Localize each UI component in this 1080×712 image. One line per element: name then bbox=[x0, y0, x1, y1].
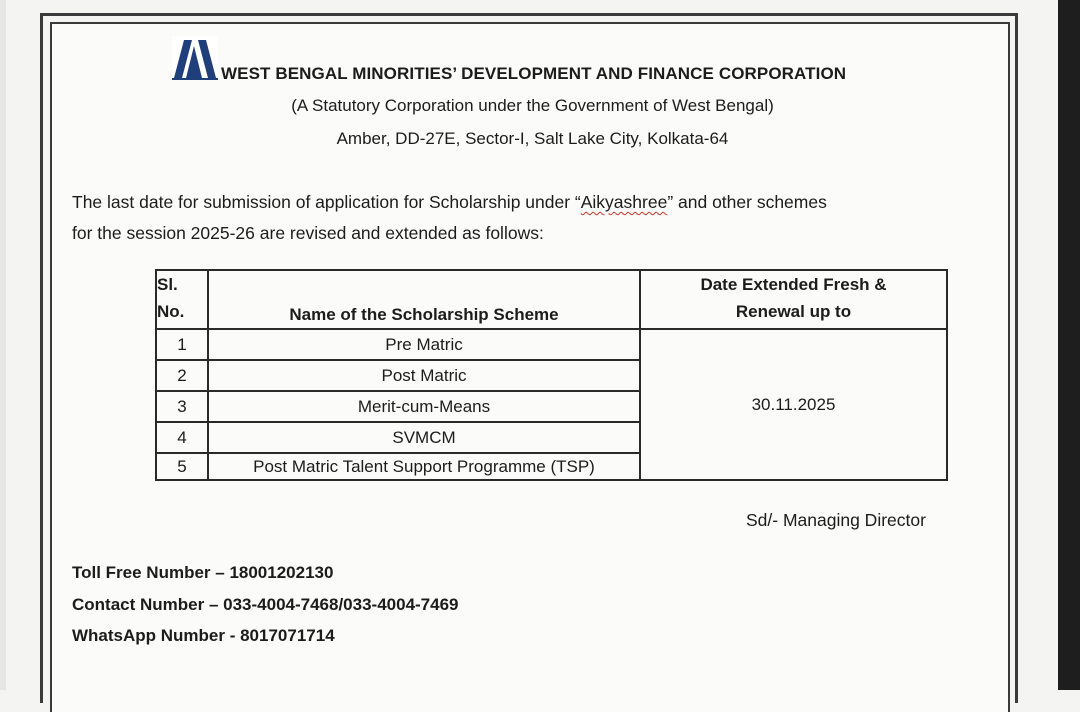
extended-date: 30.11.2025 bbox=[640, 329, 947, 480]
header-date-line2: Renewal up to bbox=[735, 302, 852, 321]
scholarship-table bbox=[155, 269, 948, 481]
row-scheme: Post Matric bbox=[208, 360, 640, 391]
row-sl: 5 bbox=[156, 453, 208, 480]
whatsapp-number: WhatsApp Number - 8017071714 bbox=[72, 626, 335, 645]
organization-name: WEST BENGAL MINORITIES’ DEVELOPMENT AND FINANCE CORPORATION bbox=[221, 64, 847, 83]
organization-subtitle: (A Statutory Corporation under the Government of West Bengal) bbox=[291, 96, 774, 115]
table-header-row bbox=[156, 270, 947, 329]
scheme-name-aikyashree: Aikyashree bbox=[580, 192, 668, 212]
organization-address: Amber, DD-27E, Sector-I, Salt Lake City, Kolkata-64 bbox=[336, 129, 729, 148]
notice-line-1-post: ” and other schemes bbox=[667, 192, 827, 212]
table-row bbox=[156, 329, 947, 360]
header-date-extended bbox=[640, 270, 947, 329]
header-sl-line2: No. bbox=[157, 302, 185, 321]
row-sl: 1 bbox=[156, 329, 208, 360]
notice-line-2: for the session 2025-26 are revised and extended as follows: bbox=[72, 223, 544, 243]
header-scheme-name: Name of the Scholarship Scheme bbox=[208, 270, 640, 329]
signature-line: Sd/- Managing Director bbox=[746, 510, 926, 530]
notice-line-1 bbox=[72, 192, 827, 213]
contact-number: Contact Number – 033-4004-7468/033-4004-7469 bbox=[72, 595, 459, 614]
notice-line-1-pre: The last date for submission of application for Scholarship under “ bbox=[72, 192, 581, 212]
toll-free-number: Toll Free Number – 18001202130 bbox=[72, 563, 334, 582]
wbmdfc-logo-icon bbox=[172, 36, 218, 80]
row-sl: 3 bbox=[156, 391, 208, 422]
row-scheme-text: Pre Matric bbox=[385, 334, 463, 354]
row-sl: 2 bbox=[156, 360, 208, 391]
row-scheme: SVMCM bbox=[208, 422, 640, 453]
row-sl: 4 bbox=[156, 422, 208, 453]
row-scheme: Merit-cum-Means bbox=[208, 391, 640, 422]
row-scheme bbox=[208, 329, 640, 360]
header-sl-no bbox=[156, 270, 208, 329]
row-scheme: Post Matric Talent Support Programme (TSP) bbox=[208, 453, 640, 480]
header-date-line1: Date Extended Fresh & bbox=[700, 275, 887, 294]
header-sl-line1: Sl. bbox=[157, 275, 178, 294]
